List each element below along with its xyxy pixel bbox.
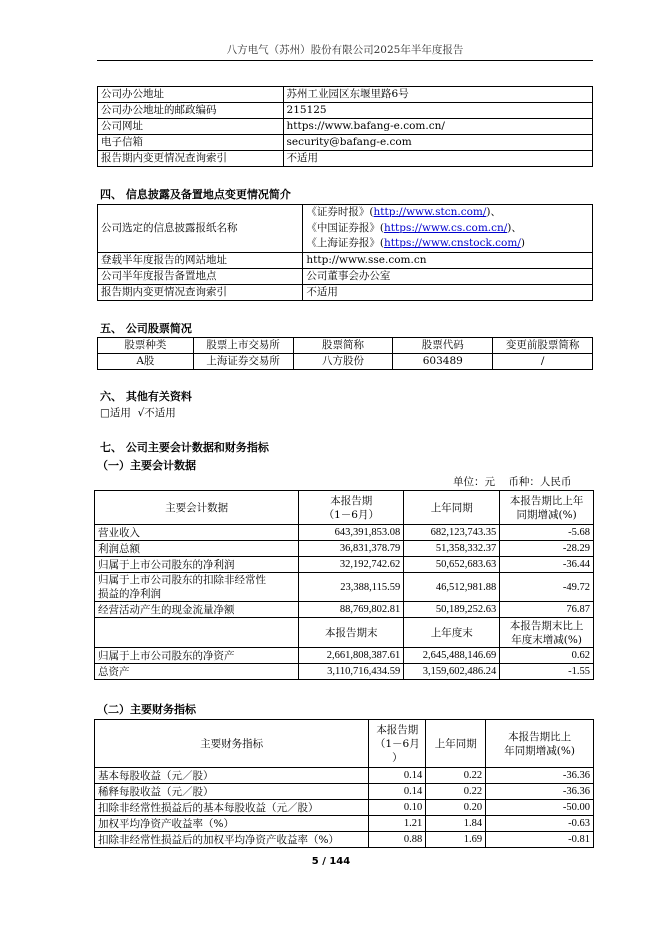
contact-value: 不适用 (283, 151, 592, 167)
table-row (95, 768, 594, 784)
stock-cell: / (493, 354, 593, 370)
column-header: 本报告期 （1－6月 ） (369, 720, 426, 768)
row-value: 76.87 (500, 602, 594, 618)
paper-suffix: ) (520, 237, 525, 249)
row-value: 0.14 (369, 768, 426, 784)
column-header: 主要会计数据 (95, 491, 299, 525)
column-header: 上年同期 (404, 491, 500, 525)
paper-suffix: )、 (507, 221, 522, 234)
table-row (95, 648, 594, 664)
column-header: 本报告期 （1－6月） (299, 491, 404, 525)
contact-table (97, 86, 593, 167)
website-label: 登载半年度报告的网站地址 (98, 252, 303, 268)
row-value: 3,110,716,434.59 (299, 664, 404, 680)
page-header: 八方电气（苏州）股份有限公司2025年半年度报告 (226, 44, 464, 56)
row-value: 0.22 (426, 784, 486, 800)
disclosure-table (97, 204, 593, 301)
papers-list (306, 205, 589, 252)
contact-value: 苏州工业园区东堰里路6号 (283, 87, 592, 103)
financial-index-table (94, 719, 594, 848)
section7-title: 七、 公司主要会计数据和财务指标 (100, 441, 269, 454)
contact-row (98, 135, 593, 151)
column-header: 本报告期末比上 年度末增减(%) (500, 618, 594, 648)
row-value: -0.81 (486, 832, 594, 848)
paper-suffix: )、 (486, 206, 502, 218)
column-header: 上年度末 (404, 618, 500, 648)
table-row (95, 664, 594, 680)
table-row (95, 602, 594, 618)
row-value: 1.21 (369, 816, 426, 832)
row-value: 0.10 (369, 800, 426, 816)
row-label: 归属于上市公司股东的净资产 (95, 648, 299, 664)
row-value: 0.20 (426, 800, 486, 816)
contact-label: 公司办公地址的邮政编码 (98, 103, 284, 119)
contact-value: security@bafang-e.com (283, 135, 592, 151)
table-row (95, 832, 594, 848)
row-value: 32,192,742.62 (299, 557, 404, 573)
storage-label: 公司半年度报告备置地点 (98, 268, 303, 284)
contact-row (98, 119, 593, 135)
column-header: 本报告期比上年 同期增减(%) (500, 491, 594, 525)
contact-label: 电子信箱 (98, 135, 284, 151)
row-value: 51,358,332.37 (404, 541, 500, 557)
row-value: 0.14 (369, 784, 426, 800)
row-value: 682,123,743.35 (404, 525, 500, 541)
row-label: 归属于上市公司股东的净利润 (95, 557, 299, 573)
unit-note: 单位：元 币种：人民币 (453, 476, 572, 488)
stock-cell: 603489 (393, 354, 493, 370)
disclosure-papers-cell (303, 205, 593, 253)
column-header: 本报告期末 (299, 618, 404, 648)
table-row (95, 557, 594, 573)
page-number: 5 / 144 (311, 856, 351, 867)
row-label: 扣除非经常性损益后的基本每股收益（元／股） (95, 800, 369, 816)
row-value: 0.88 (369, 832, 426, 848)
change-index-value: 不适用 (303, 284, 593, 300)
row-label: 总资产 (95, 664, 299, 680)
section6-title: 六、 其他有关资料 (100, 390, 192, 403)
row-label: 基本每股收益（元／股） (95, 768, 369, 784)
column-header: 本报告期比上 年同期增减(%) (486, 720, 594, 768)
stock-header: 变更前股票简称 (493, 338, 593, 354)
header-row (95, 720, 594, 768)
row-value: 3,159,602,486.24 (404, 664, 500, 680)
stock-header: 股票上市交易所 (193, 338, 293, 354)
header-row (95, 618, 594, 648)
row-value: -36.36 (486, 784, 594, 800)
website-value: http://www.sse.com.cn (303, 252, 593, 268)
stock-cell: A股 (98, 354, 194, 370)
section6-option: □适用 √不适用 (100, 407, 176, 419)
stock-header: 股票简称 (293, 338, 393, 354)
row-value: -49.72 (500, 573, 594, 602)
row-value: -36.36 (486, 768, 594, 784)
row-label: 利润总额 (95, 541, 299, 557)
table-row (95, 573, 594, 602)
row-label: 经营活动产生的现金流量净额 (95, 602, 299, 618)
row-value: -0.63 (486, 816, 594, 832)
row-label: 营业收入 (95, 525, 299, 541)
section4-title: 四、 信息披露及备置地点变更情况简介 (100, 188, 291, 201)
row-value: 0.22 (426, 768, 486, 784)
row-value: 0.62 (500, 648, 594, 664)
header-rule (97, 60, 593, 61)
contact-value: 215125 (283, 103, 592, 119)
contact-row (98, 103, 593, 119)
row-value: 50,189,252.63 (404, 602, 500, 618)
row-label: 加权平均净资产收益率（%） (95, 816, 369, 832)
row-value: -5.68 (500, 525, 594, 541)
row-value: 50,652,683.63 (404, 557, 500, 573)
row-value: -36.44 (500, 557, 594, 573)
row-value: 46,512,981.88 (404, 573, 500, 602)
row-label: 归属于上市公司股东的扣除非经常性 损益的净利润 (95, 573, 299, 602)
stock-header: 股票代码 (393, 338, 493, 354)
paper-link[interactable]: https://www.cnstock.com/ (384, 237, 521, 249)
table-row (95, 800, 594, 816)
row-value: 2,661,808,387.61 (299, 648, 404, 664)
paper-name: 《中国证券报》( (306, 221, 385, 234)
paper-link[interactable]: http://www.stcn.com/ (373, 206, 487, 218)
row-value: 1.84 (426, 816, 486, 832)
paper-name: 《证券时报》( (306, 206, 374, 218)
disclosure-papers-label: 公司选定的信息披露报纸名称 (98, 205, 303, 253)
header-row (95, 491, 594, 525)
table-row (95, 541, 594, 557)
column-header: 上年同期 (426, 720, 486, 768)
contact-label: 公司网址 (98, 119, 284, 135)
row-label: 扣除非经常性损益后的加权平均净资产收益率（%） (95, 832, 369, 848)
paper-link[interactable]: https://www.cs.com.cn/ (384, 221, 508, 234)
change-index-label: 报告期内变更情况查询索引 (98, 284, 303, 300)
row-value: 643,391,853.08 (299, 525, 404, 541)
contact-row (98, 151, 593, 167)
stock-cell: 八方股份 (293, 354, 393, 370)
accounting-table (94, 490, 594, 680)
row-value: 2,645,488,146.69 (404, 648, 500, 664)
row-value: 23,388,115.59 (299, 573, 404, 602)
table-row (95, 525, 594, 541)
contact-label: 公司办公地址 (98, 87, 284, 103)
table-row (95, 816, 594, 832)
paper-line (306, 236, 589, 252)
table-row (95, 784, 594, 800)
contact-value: https://www.bafang-e.com.cn/ (283, 119, 592, 135)
storage-value: 公司董事会办公室 (303, 268, 593, 284)
row-value: 36,831,378.79 (299, 541, 404, 557)
paper-line (306, 205, 589, 221)
row-value: -28.29 (500, 541, 594, 557)
row-label: 稀释每股收益（元／股） (95, 784, 369, 800)
row-value: 88,769,802.81 (299, 602, 404, 618)
paper-line (306, 221, 589, 237)
stock-header: 股票种类 (98, 338, 194, 354)
contact-row (98, 87, 593, 103)
column-header: 主要财务指标 (95, 720, 369, 768)
stock-table (97, 337, 593, 370)
stock-cell: 上海证券交易所 (193, 354, 293, 370)
row-value: 1.69 (426, 832, 486, 848)
row-value: -50.00 (486, 800, 594, 816)
row-value: -1.55 (500, 664, 594, 680)
section5-title: 五、 公司股票简况 (100, 322, 192, 335)
contact-label: 报告期内变更情况查询索引 (98, 151, 284, 167)
section7-sub2: （二）主要财务指标 (97, 703, 196, 716)
paper-name: 《上海证券报》( (306, 237, 385, 249)
column-header (95, 618, 299, 648)
section7-sub1: （一）主要会计数据 (97, 459, 196, 472)
